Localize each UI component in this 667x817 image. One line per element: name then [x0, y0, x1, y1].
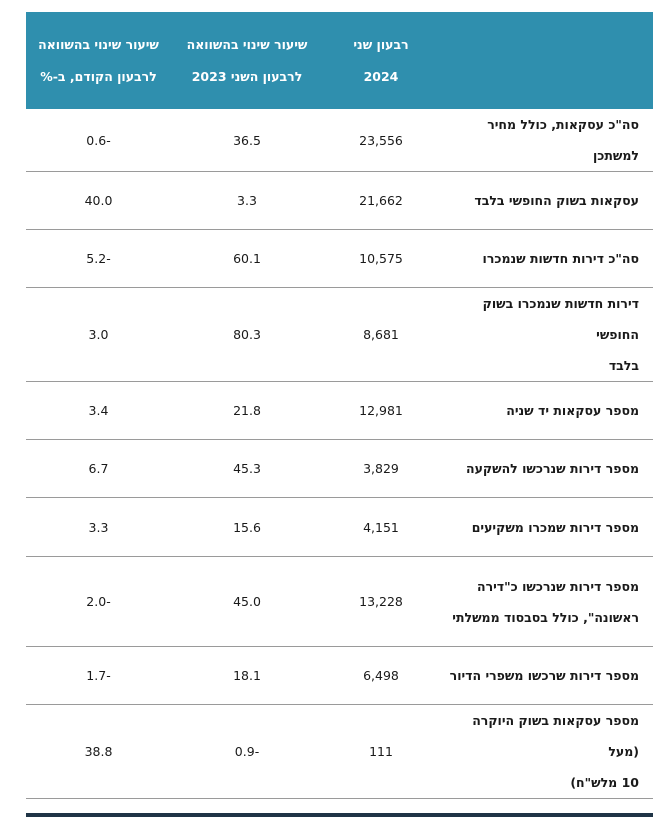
cell-q2-2024: 10,575	[323, 230, 439, 288]
row-label	[439, 288, 653, 382]
row-label-line: בלבד	[608, 358, 639, 373]
cell-qoq-change: -1.7	[26, 647, 171, 705]
row-label-line: מספר דירות שמכרו משקיעים	[471, 519, 639, 535]
row-label-line: סה"כ עסקאות, כולל מחיר למשתכן	[487, 117, 639, 163]
cell-qoq-change: -0.6	[26, 109, 171, 172]
header-q2-line1: רבעון שני	[353, 36, 409, 52]
row-label	[439, 557, 653, 647]
cell-yoy-change: 80.3	[171, 288, 323, 382]
header-label-col	[439, 12, 653, 109]
transactions-table	[26, 12, 653, 799]
row-label	[439, 230, 653, 288]
table-row	[26, 705, 653, 799]
row-label-line: דירות חדשות שנמכרו בשוק החופשי	[482, 296, 639, 342]
cell-qoq-change: -2.0	[26, 557, 171, 647]
row-label-line: מספר עסקאות בשוק היוקרה (מעל	[472, 713, 639, 759]
header-yoy-change	[171, 12, 323, 109]
cell-q2-2024: 6,498	[323, 647, 439, 705]
cell-yoy-change: 45.3	[171, 440, 323, 498]
cell-yoy-change: 36.5	[171, 109, 323, 172]
cell-q2-2024: 4,151	[323, 498, 439, 557]
cell-q2-2024: 21,662	[323, 172, 439, 230]
cell-qoq-change: 3.3	[26, 498, 171, 557]
row-label-line: עסקאות בשוק החופשי בלבד	[474, 193, 639, 208]
table-row	[26, 288, 653, 382]
cell-qoq-change: 40.0	[26, 172, 171, 230]
table-row	[26, 230, 653, 288]
header-qoq-change	[26, 12, 171, 109]
cell-q2-2024: 23,556	[323, 109, 439, 172]
cell-q2-2024: 13,228	[323, 557, 439, 647]
row-label-line: סה"כ דירות חדשות שנמכרו	[482, 251, 639, 266]
table-row	[26, 557, 653, 647]
row-label-line: ראשונה", כולל בסבסוד ממשלתי	[452, 609, 639, 625]
cell-yoy-change: 21.8	[171, 382, 323, 440]
cell-yoy-change: 60.1	[171, 230, 323, 288]
header-qoq-line2: לרבעון הקודם, ב-%	[40, 68, 157, 84]
cell-q2-2024: 3,829	[323, 440, 439, 498]
cell-yoy-change: 3.3	[171, 172, 323, 230]
cell-yoy-change: 45.0	[171, 557, 323, 647]
table-row	[26, 172, 653, 230]
table-row	[26, 440, 653, 498]
table-row	[26, 382, 653, 440]
table-row	[26, 109, 653, 172]
cell-qoq-change: 6.7	[26, 440, 171, 498]
cell-qoq-change: 3.4	[26, 382, 171, 440]
cell-qoq-change: 38.8	[26, 705, 171, 799]
table-row	[26, 647, 653, 705]
header-q2-2024	[323, 12, 439, 109]
table-bottom-rule	[26, 813, 653, 817]
row-label-line: מספר דירות שנרכשו כ"דירה	[477, 578, 639, 594]
row-label-line: 10 מלש"ח)	[570, 775, 639, 790]
header-qoq-line1: שיעור שינוי בהשוואה	[38, 36, 159, 52]
header-q2-line2: 2024	[363, 68, 399, 84]
row-label	[439, 498, 653, 557]
row-label	[439, 647, 653, 705]
cell-q2-2024: 111	[323, 705, 439, 799]
cell-yoy-change: 18.1	[171, 647, 323, 705]
cell-yoy-change: 15.6	[171, 498, 323, 557]
row-label	[439, 109, 653, 172]
row-label-line: מספר דירות שרכשו משפרי הדיור	[449, 668, 639, 683]
cell-qoq-change: -5.2	[26, 230, 171, 288]
cell-qoq-change: 3.0	[26, 288, 171, 382]
row-label	[439, 172, 653, 230]
row-label-line: מספר עסקאות יד שניה	[506, 403, 639, 418]
row-label	[439, 382, 653, 440]
header-yoy-line2: לרבעון השני 2023	[191, 68, 303, 84]
row-label	[439, 705, 653, 799]
data-table-container	[26, 12, 653, 817]
table-header	[26, 12, 653, 109]
table-body	[26, 109, 653, 799]
table-row	[26, 498, 653, 557]
cell-q2-2024: 12,981	[323, 382, 439, 440]
row-label-line: מספר דירות שנרכשו להשקעה	[466, 461, 639, 476]
row-label	[439, 440, 653, 498]
cell-q2-2024: 8,681	[323, 288, 439, 382]
cell-yoy-change: -0.9	[171, 705, 323, 799]
header-yoy-line1: שיעור שינוי בהשוואה	[186, 36, 308, 52]
